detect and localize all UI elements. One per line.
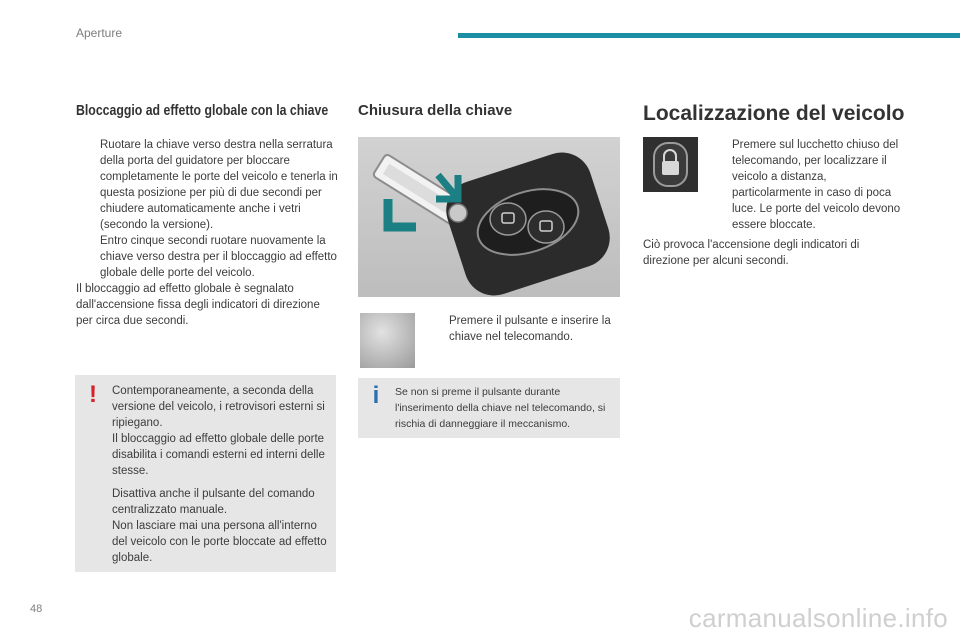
- warning-paragraph: Non lasciare mai una persona all'interno del veicolo con le porte bloccate ad effetto globale.: [112, 520, 327, 564]
- info-icon: i: [372, 382, 380, 409]
- padlock-icon: [643, 137, 698, 192]
- bullet-text: Entro cinque secondi ruotare nuovamente la chiave verso destra per il bloccaggio ad effetto globale delle porte del veicolo.: [100, 235, 337, 279]
- button-photo: [360, 313, 415, 368]
- key-remote-drawing: [358, 137, 620, 297]
- bullet-text: Ruotare la chiave verso destra nella serratura della porta del guidatore per bloccare completamente le porte del veicolo e tenerla in questa posizione per più di due secondi per chiudere automaticamente anche i vetri (secondo la versione).: [100, 139, 338, 231]
- info-text: Se non si preme il pulsante durante l'inserimento della chiave nel telecomando, si rischia di danneggiare il meccanismo.: [395, 386, 606, 430]
- vehicle-locating-bullet: [708, 137, 908, 233]
- heading-vehicle-locating: Localizzazione del veicolo: [643, 102, 905, 125]
- warning-text: [112, 383, 330, 566]
- heading-key-closing: Chiusura della chiave: [358, 102, 513, 119]
- warning-paragraph: Contemporaneamente, a seconda della versione del veicolo, i retrovisori esterni si ripiegano.: [112, 385, 325, 429]
- global-lock-text: [76, 137, 338, 329]
- info-box: [358, 378, 620, 438]
- vehicle-locating-paragraph: Ciò provoca l'accensione degli indicatori di direzione per alcuni secondi.: [643, 239, 860, 267]
- warning-paragraph: Il bloccaggio ad effetto globale delle porte disabilita i comandi esterni ed interni delle stesse.: [112, 433, 325, 477]
- key-remote-illustration: [358, 137, 620, 297]
- bullet-text: Premere il pulsante e inserire la chiave nel telecomando.: [449, 315, 611, 343]
- page-number: 48: [30, 603, 43, 615]
- bullet-item: [76, 233, 338, 281]
- watermark: carmanualsonline.info: [688, 603, 948, 633]
- global-lock-paragraph: Il bloccaggio ad effetto globale è segnalato dall'accensione fissa degli indicatori di direzione per circa due secondi.: [76, 283, 320, 327]
- warning-paragraph: Disattiva anche il pulsante del comando centralizzato manuale.: [112, 488, 315, 516]
- header-accent-bar: [458, 33, 960, 38]
- bullet-item: [708, 137, 908, 233]
- warning-box: [75, 375, 336, 572]
- heading-global-lock: Bloccaggio ad effetto globale con la chiave: [76, 102, 329, 119]
- section-title: Aperture: [76, 26, 123, 40]
- key-closing-text: [425, 313, 621, 345]
- bullet-item: [425, 313, 621, 345]
- bullet-item: [76, 137, 338, 233]
- warning-exclamation-icon: !: [89, 381, 97, 408]
- bullet-text: Premere sul lucchetto chiuso del telecomando, per localizzare il veicolo a distanza, particolarmente in caso di poca luce. Le porte del veicolo devono essere bloccate.: [732, 139, 901, 231]
- lock-button-photo: [643, 137, 698, 192]
